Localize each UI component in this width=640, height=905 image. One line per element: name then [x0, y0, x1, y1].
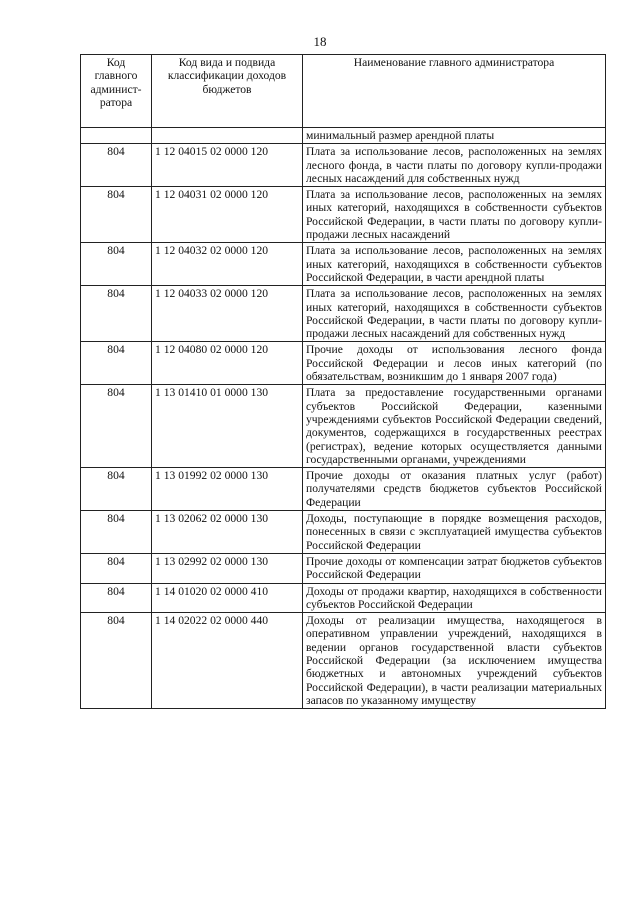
cell-admin-code: 804: [81, 613, 152, 709]
cell-admin-code: 804: [81, 385, 152, 468]
cell-income-code: 1 13 01410 01 0000 130: [152, 385, 303, 468]
cell-admin-name: минимальный размер арендной платы: [303, 128, 606, 144]
cell-income-code: [152, 128, 303, 144]
cell-admin-name: Плата за использование лесов, расположенных на землях лесного фонда, в части платы по договору купли-продажи лесных насаждений для собственных нужд: [303, 144, 606, 187]
cell-admin-name: Доходы от продажи квартир, находящихся в собственности субъектов Российской Федерации: [303, 583, 606, 613]
cell-income-code: 1 12 04031 02 0000 120: [152, 187, 303, 243]
cell-income-code: 1 12 04015 02 0000 120: [152, 144, 303, 187]
cell-admin-code: 804: [81, 468, 152, 511]
cell-admin-name: Плата за использование лесов, расположенных на землях иных категорий, находящихся в собственности субъектов Российской Федерации, в части арендной платы: [303, 243, 606, 286]
cell-income-code: 1 14 02022 02 0000 440: [152, 613, 303, 709]
table-header-row: [81, 55, 606, 128]
cell-admin-name: Плата за использование лесов, расположенных на землях иных категорий, находящихся в собственности субъектов Российской Федерации, в части платы по договору купли-продажи лесных насаждений для собственных нужд: [303, 286, 606, 342]
cell-admin-code: 804: [81, 511, 152, 554]
header-income-code: Код вида и подвида классификации доходов бюджетов: [152, 55, 303, 128]
cell-admin-code: 804: [81, 187, 152, 243]
cell-admin-name: Плата за предоставление государственными органами субъектов Российской Федерации, казенными учреждениями субъектов Российской Федерации сведений, документов, содержащихся в государственных реестрах (регистрах), ведение которых осуществляется данными государственными органами, учреждениями: [303, 385, 606, 468]
cell-admin-code: 804: [81, 342, 152, 385]
cell-admin-code: 804: [81, 583, 152, 613]
cell-income-code: 1 12 04080 02 0000 120: [152, 342, 303, 385]
table-row: [81, 187, 606, 243]
table-row: [81, 286, 606, 342]
table-row: [81, 468, 606, 511]
cell-admin-code: [81, 128, 152, 144]
page-number: 18: [313, 34, 327, 49]
table-row: [81, 613, 606, 709]
cell-income-code: 1 13 01992 02 0000 130: [152, 468, 303, 511]
cell-admin-name: Доходы, поступающие в порядке возмещения расходов, понесенных в связи с эксплуатацией имущества субъектов Российской Федерации: [303, 511, 606, 554]
cell-admin-code: 804: [81, 286, 152, 342]
cell-income-code: 1 12 04033 02 0000 120: [152, 286, 303, 342]
cell-admin-name: Прочие доходы от использования лесного фонда Российской Федерации и лесов иных категорий (по обязательствам, возникшим до 1 января 2007 года): [303, 342, 606, 385]
cell-admin-code: 804: [81, 144, 152, 187]
table-row: [81, 342, 606, 385]
table-row: [81, 243, 606, 286]
cell-admin-name: Прочие доходы от компенсации затрат бюджетов субъектов Российской Федерации: [303, 553, 606, 583]
cell-admin-code: 804: [81, 243, 152, 286]
table-row: [81, 511, 606, 554]
header-admin-name: Наименование главного администратора: [303, 55, 606, 128]
table-row: [81, 144, 606, 187]
cell-admin-name: Доходы от реализации имущества, находящегося в оперативном управлении учреждений, находящихся в ведении органов государственной власти субъектов Российской Федерации (за исключением имущества бюджетных и автономных учреждений субъектов Российской Федерации), в части реализации материальных запасов по указанному имуществу: [303, 613, 606, 709]
header-admin-code: Код главного админист-ратора: [81, 55, 152, 128]
table-row: [81, 553, 606, 583]
cell-admin-name: Плата за использование лесов, расположенных на землях иных категорий, находящихся в собственности субъектов Российской Федерации, в части платы по договору купли-продажи лесных насаждений: [303, 187, 606, 243]
administrators-table: [80, 54, 606, 709]
table-row: [81, 128, 606, 144]
cell-admin-name: Прочие доходы от оказания платных услуг (работ) получателями средств бюджетов субъектов Российской Федерации: [303, 468, 606, 511]
table-row: [81, 385, 606, 468]
cell-income-code: 1 12 04032 02 0000 120: [152, 243, 303, 286]
cell-admin-code: 804: [81, 553, 152, 583]
cell-income-code: 1 13 02062 02 0000 130: [152, 511, 303, 554]
cell-income-code: 1 13 02992 02 0000 130: [152, 553, 303, 583]
table-row: [81, 583, 606, 613]
cell-income-code: 1 14 01020 02 0000 410: [152, 583, 303, 613]
